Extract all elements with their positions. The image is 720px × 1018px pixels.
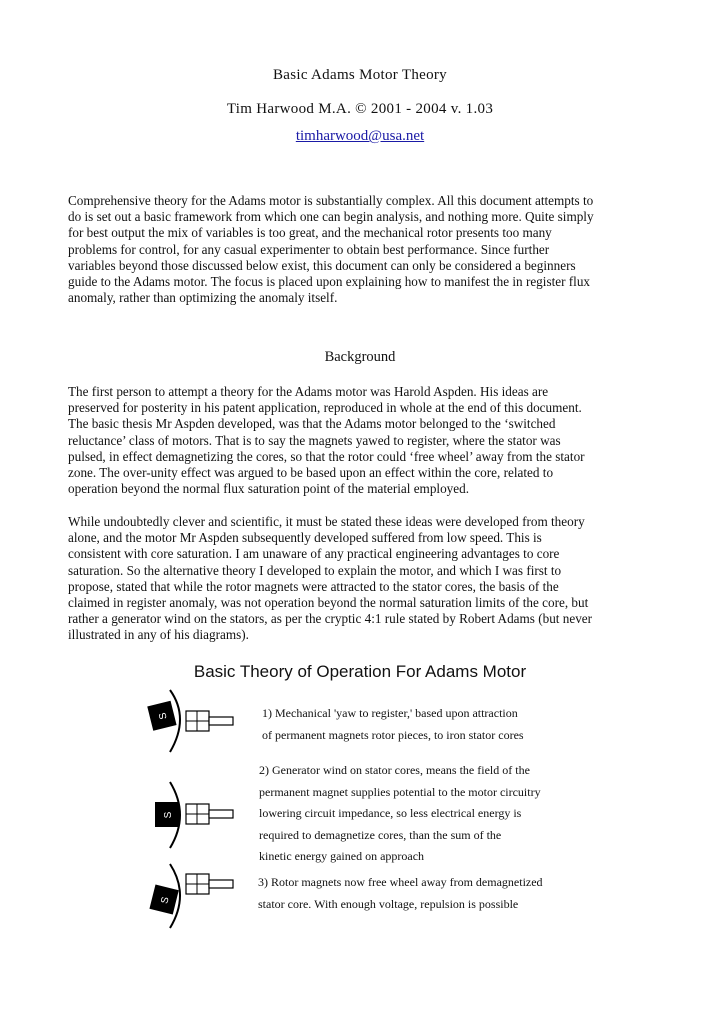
document-title: Basic Adams Motor Theory — [273, 67, 447, 83]
paragraph-line: variables beyond those discussed below exist, this document can only be considered a beginners — [68, 257, 576, 273]
step-line: lowering circuit impedance, so less electrical energy is — [259, 806, 522, 820]
rotor-freewheel-figure — [140, 862, 250, 932]
magnet-pole-label: S — [157, 711, 170, 721]
step-line: 3) Rotor magnets now free wheel away from demagnetized — [258, 875, 543, 889]
step-line: kinetic energy gained on approach — [259, 849, 425, 863]
paragraph-line: operation beyond the normal flux saturation point of the material employed. — [68, 481, 470, 497]
paragraph-line: pulsed, in effect demagnetizing the cores, so that the rotor could ‘free wheel’ away from the stator — [68, 448, 585, 464]
diagram-step-2 — [259, 760, 541, 868]
step-line: required to demagnetize cores, than the sum of the — [259, 827, 502, 842]
magnet-pole-label: S — [159, 895, 172, 905]
stator-core — [209, 810, 233, 818]
rotor-yaw-figure — [140, 688, 250, 756]
intro-paragraph — [68, 193, 654, 306]
step-line: of permanent magnets rotor pieces, to iron stator cores — [262, 727, 524, 742]
paragraph-line: reluctance’ class of motors. That is to say the magnets yawed to register, where the stator was — [68, 432, 561, 448]
diagram-title: Basic Theory of Operation For Adams Motor — [193, 662, 527, 681]
diagram-step-3 — [258, 872, 543, 915]
paragraph-line: rather a generator wind on the stators, as per the cryptic 4:1 rule stated by Robert Adams (but never — [68, 611, 593, 627]
magnet-pole-label: S — [163, 811, 174, 819]
paragraph-line: zone. The over-unity effect was argued to be based upon an effect within the core, related to — [68, 465, 554, 481]
paragraph-line: for best output the mix of variables is too great, and the mechanical rotor presents too many — [68, 225, 552, 241]
paragraph-line: anomaly, rather than optimizing the anomaly itself. — [68, 290, 338, 306]
diagram-step-1 — [262, 703, 524, 746]
paragraph-line: alone, and the motor Mr Aspden subsequently developed suffered from low speed. This is — [68, 530, 542, 546]
background-paragraph-1 — [68, 384, 654, 497]
paragraph-line: The first person to attempt a theory for the Adams motor was Harold Aspden. His ideas are — [68, 384, 549, 399]
paragraph-line: do is set out a basic framework from which one can begin analysis, and nothing more. Quite simply — [68, 209, 594, 225]
paragraph-line: claimed in register anomaly, was not operation beyond the normal saturation limits of the core, but — [68, 595, 589, 611]
step-line: 2) Generator wind on stator cores, means the field of the — [259, 763, 530, 777]
paragraph-line: While undoubtedly clever and scientific, it must be stated these ideas were developed from theory — [68, 514, 585, 529]
step-line: stator core. With enough voltage, repulsion is possible — [258, 896, 519, 911]
author-email-link[interactable]: timharwood@usa.net — [295, 128, 425, 144]
paragraph-line: preserved for posterity in his patent application, reproduced in whole at the end of this document. — [68, 400, 582, 416]
paragraph-line: Comprehensive theory for the Adams motor is substantially complex. All this document attempts to — [68, 193, 594, 208]
stator-core — [209, 717, 233, 725]
step-line: permanent magnet supplies potential to the motor circuitry — [259, 784, 541, 799]
author-line: Tim Harwood M.A. © 2001 - 2004 v. 1.03 — [226, 101, 494, 117]
rotor-register-figure — [140, 780, 250, 852]
step-line: 1) Mechanical 'yaw to register,' based upon attraction — [262, 706, 518, 720]
paragraph-line: The basic thesis Mr Aspden developed, was that the Adams motor belonged to the ‘switched — [68, 416, 556, 432]
paragraph-line: guide to the Adams motor. The focus is placed upon explaining how to manifest the in register flux — [68, 274, 591, 290]
paragraph-line: illustrated in any of his diagrams). — [68, 627, 249, 643]
paragraph-line: saturation. So the alternative theory I developed to explain the motor, and which I was first to — [68, 562, 562, 578]
stator-core — [209, 880, 233, 888]
paragraph-line: consistent with core saturation. I am unaware of any practical engineering advantages to core — [68, 546, 560, 562]
paragraph-line: propose, stated that while the rotor magnets were attracted to the stator cores, the basis of the — [68, 578, 559, 594]
paragraph-line: problems for control, for any casual experimenter to obtain best performance. Since further — [68, 241, 550, 257]
section-heading-background: Background — [324, 349, 396, 365]
background-paragraph-2 — [68, 514, 654, 644]
